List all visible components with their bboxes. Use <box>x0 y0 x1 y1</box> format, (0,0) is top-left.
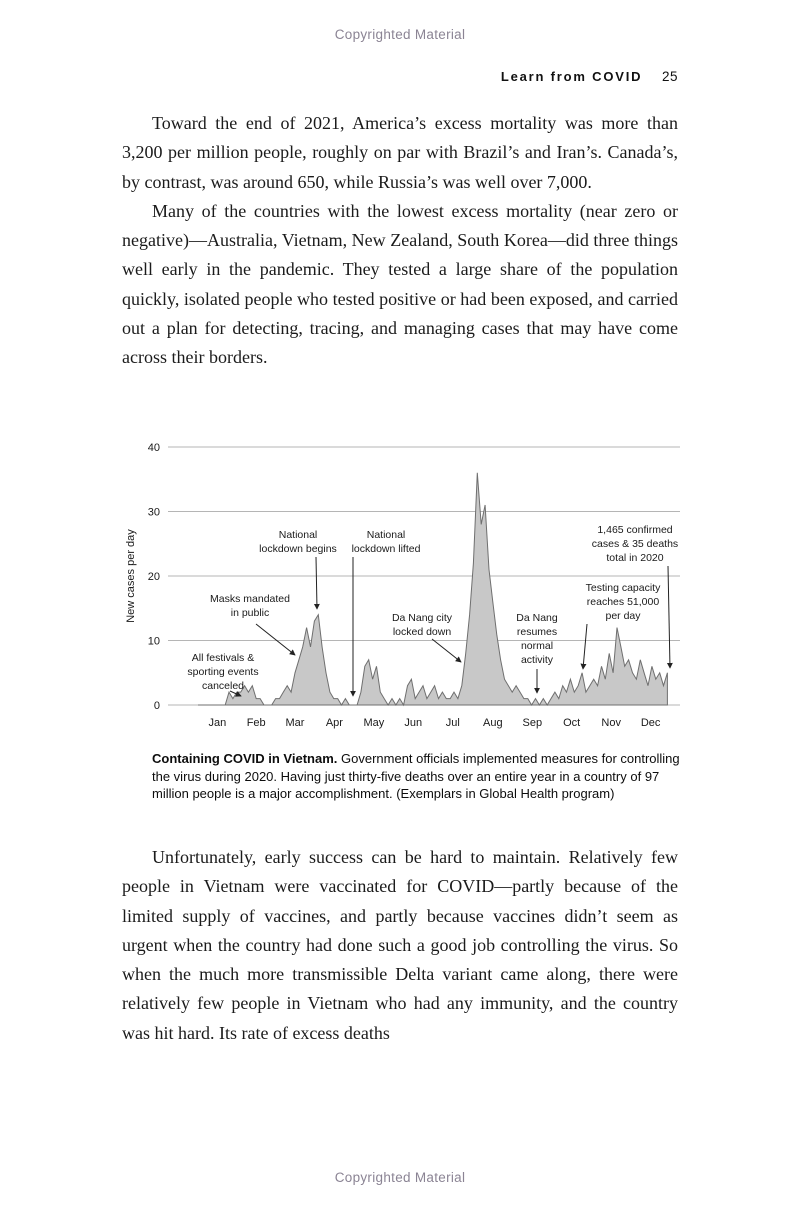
figure-caption-body: Government officials implemented measures for controlling the virus during 2020. Having just thirty-five deaths over an entire year in a country of 97 million people is a major accomplishment. (Exemplars in Global Health program) <box>152 751 680 801</box>
svg-text:canceled: canceled <box>201 680 245 692</box>
svg-text:National: National <box>366 529 406 541</box>
svg-text:in public: in public <box>230 607 270 619</box>
page-number: 25 <box>661 69 678 84</box>
svg-text:lockdown begins: lockdown begins <box>259 543 337 555</box>
running-header <box>501 69 678 84</box>
svg-text:Jun: Jun <box>404 717 423 729</box>
svg-text:New cases per day: New cases per day <box>125 529 137 623</box>
svg-text:Jan: Jan <box>208 717 227 729</box>
figure-caption <box>152 750 680 803</box>
svg-text:Masks mandated: Masks mandated <box>210 593 290 605</box>
running-head-title: Learn from COVID <box>500 69 643 84</box>
svg-text:National: National <box>278 529 318 541</box>
svg-text:activity: activity <box>520 654 554 666</box>
paragraph-lowest-mortality-countries: Many of the countries with the lowest excess mortality (near zero or negative)—Australia, Vietnam, New Zealand, South Korea—did three things well early in the pandemic. They tested a large share of the population quickly, isolated people who tested positive or had been exposed, and carried out a plan for detecting, tracing, and managing cases that may have come across their borders. <box>122 200 678 368</box>
svg-text:Testing capacity: Testing capacity <box>585 582 661 594</box>
svg-text:cases & 35 deaths: cases & 35 deaths <box>591 538 679 550</box>
svg-text:Aug: Aug <box>483 717 503 729</box>
svg-text:Dec: Dec <box>640 717 661 729</box>
svg-text:lockdown lifted: lockdown lifted <box>351 543 421 555</box>
svg-text:locked down: locked down <box>392 626 452 638</box>
svg-text:Jul: Jul <box>445 717 460 729</box>
svg-text:Da Nang city: Da Nang city <box>391 612 453 624</box>
figure-caption-lead: Containing COVID in Vietnam. <box>152 751 338 766</box>
svg-text:May: May <box>363 717 385 729</box>
svg-text:1,465 confirmed: 1,465 confirmed <box>597 524 673 536</box>
svg-text:30: 30 <box>147 506 160 519</box>
svg-text:0: 0 <box>153 700 160 712</box>
copyright-notice-bottom: Copyrighted Material <box>334 1170 466 1185</box>
svg-text:Feb: Feb <box>246 717 266 729</box>
svg-text:40: 40 <box>147 442 160 454</box>
svg-text:20: 20 <box>147 571 160 583</box>
svg-text:normal: normal <box>520 640 554 652</box>
svg-text:Oct: Oct <box>563 717 581 729</box>
vietnam-covid-chart <box>110 435 690 745</box>
body-text-lower <box>122 843 678 1048</box>
svg-text:Sep: Sep <box>522 717 543 729</box>
body-text-upper <box>122 109 678 373</box>
svg-text:Mar: Mar <box>285 717 305 729</box>
svg-text:reaches 51,000: reaches 51,000 <box>586 596 660 608</box>
copyright-notice-top: Copyrighted Material <box>334 27 466 42</box>
svg-text:total in 2020: total in 2020 <box>606 552 664 564</box>
chart-annotations <box>187 524 678 696</box>
paragraph-excess-mortality: Toward the end of 2021, America’s excess mortality was more than 3,200 per million people, roughly on par with Brazil’s and Iran’s. Canada’s, by contrast, was around 650, while Russia’s was well over 7,000. <box>122 113 678 192</box>
svg-text:sporting events: sporting events <box>187 666 259 678</box>
svg-text:Da Nang: Da Nang <box>516 612 558 624</box>
svg-text:All festivals &: All festivals & <box>191 652 255 664</box>
svg-text:10: 10 <box>147 635 160 648</box>
svg-text:resumes: resumes <box>516 626 558 638</box>
svg-text:Apr: Apr <box>325 717 343 729</box>
svg-text:Nov: Nov <box>601 717 621 729</box>
paragraph-vietnam-delta: Unfortunately, early success can be hard to maintain. Relatively few people in Vietnam were vaccinated for COVID—partly because of the limited supply of vaccines, and partly because vaccines didn’t seem as urgent when the country had done such a good job controlling the virus. So when the much more transmissible Delta variant came along, there were relatively few people in Vietnam who had any immunity, and the country was hit hard. Its rate of excess deaths <box>122 847 678 1043</box>
figure-vietnam-covid <box>110 435 690 745</box>
svg-text:per day: per day <box>605 610 641 622</box>
